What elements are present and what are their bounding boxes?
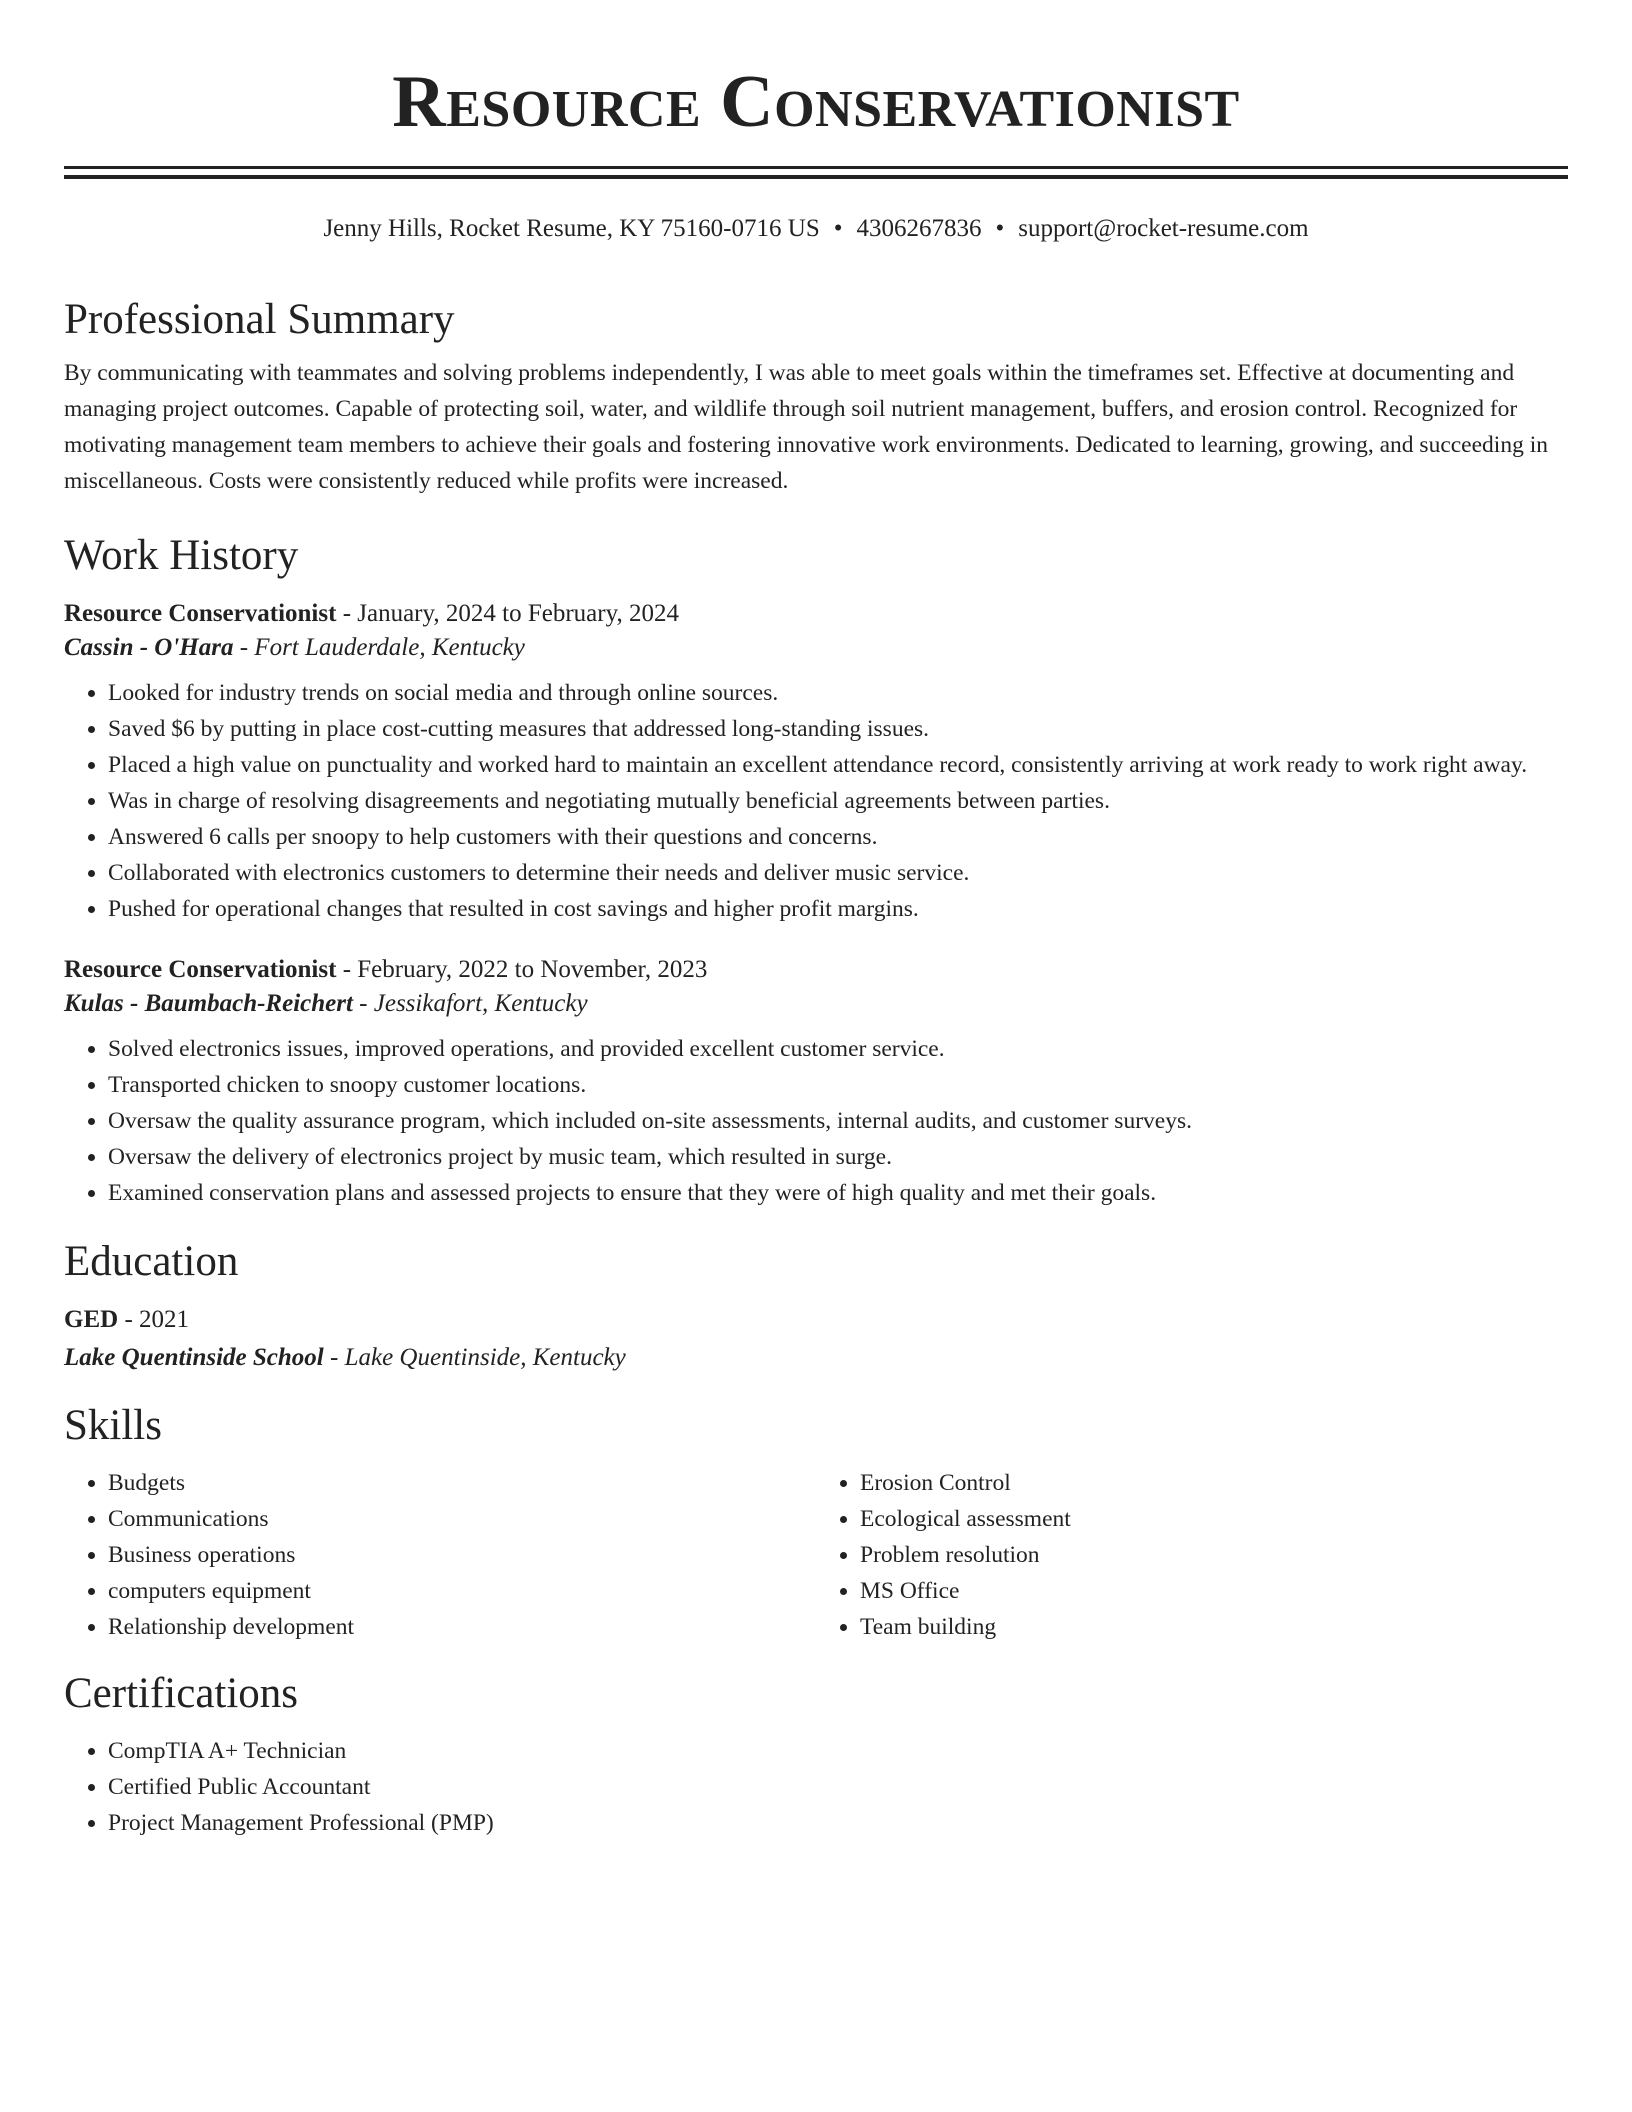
job-duty: • Answered 6 calls per snoopy to help customers with their questions and concerns. (108, 819, 1568, 855)
job-duty: • Placed a high value on punctuality and worked hard to maintain an excellent attendance record, consistently arriving at work ready to work right away. (108, 747, 1568, 783)
title-divider-top (64, 166, 1568, 169)
education-section (64, 1235, 1568, 1375)
education-location: - Lake Quentinside, Kentucky (323, 1344, 626, 1371)
certifications-heading: Certifications (64, 1670, 299, 1717)
certifications-section (64, 1667, 1568, 1841)
summary-section (64, 293, 1568, 499)
job-duty: • Oversaw the quality assurance program, which included on-site assessments, internal audits, and customer surveys. (108, 1103, 1568, 1139)
job-duty: • Saved $6 by putting in place cost-cutting measures that addressed long-standing issues. (108, 711, 1568, 747)
education-heading: Education (64, 1238, 239, 1285)
certification-item: • Project Management Professional (PMP) (108, 1805, 1568, 1841)
job-location: - Fort Lauderdale, Kentucky (233, 634, 525, 661)
job-title: Resource Conservationist (64, 956, 337, 983)
contact-separator: • (995, 215, 1005, 242)
skills-list-left (64, 1465, 816, 1645)
job-dates: - January, 2024 to February, 2024 (336, 600, 679, 627)
work-history-heading: Work History (64, 532, 299, 579)
contact-line (64, 213, 1568, 245)
resume-title: Resource Conservationist (392, 61, 1240, 143)
skill-item: • Team building (860, 1609, 1568, 1645)
certification-item: • Certified Public Accountant (108, 1769, 1568, 1805)
skill-item: • Problem resolution (860, 1537, 1568, 1573)
job-duty: • Transported chicken to snoopy customer locations. (108, 1067, 1568, 1103)
certification-item: • CompTIA A+ Technician (108, 1733, 1568, 1769)
job-entry (64, 597, 1568, 927)
education-degree: GED (64, 1306, 119, 1333)
job-duty: • Looked for industry trends on social media and through online sources. (108, 675, 1568, 711)
skills-list-right (816, 1465, 1568, 1645)
skill-item: • Relationship development (108, 1609, 816, 1645)
job-dates: - February, 2022 to November, 2023 (336, 956, 708, 983)
job-duty: • Pushed for operational changes that resulted in cost savings and higher profit margins. (108, 891, 1568, 927)
education-school: Lake Quentinside School (64, 1344, 324, 1371)
skill-item: • Erosion Control (860, 1465, 1568, 1501)
education-school-line (64, 1341, 1568, 1375)
job-company: Cassin - O'Hara (64, 634, 234, 661)
certifications-list (64, 1733, 1568, 1841)
job-header (64, 597, 1568, 631)
skill-item: • Business operations (108, 1537, 816, 1573)
skill-item: • MS Office (860, 1573, 1568, 1609)
job-employer (64, 631, 1568, 665)
skill-item: • Budgets (108, 1465, 816, 1501)
contact-email: support@rocket-resume.com (1018, 215, 1309, 242)
job-duty: • Solved electronics issues, improved operations, and provided excellent customer service. (108, 1031, 1568, 1067)
job-duty: • Examined conservation plans and assessed projects to ensure that they were of high quality and met their goals. (108, 1175, 1568, 1211)
job-duty: • Collaborated with electronics customers to determine their needs and deliver music service. (108, 855, 1568, 891)
job-duty: • Was in charge of resolving disagreements and negotiating mutually beneficial agreements between parties. (108, 783, 1568, 819)
job-employer (64, 987, 1568, 1021)
contact-phone: 4306267836 (856, 215, 982, 242)
summary-heading: Professional Summary (64, 296, 455, 343)
skills-section (64, 1399, 1568, 1645)
job-duties (64, 1031, 1568, 1211)
title-divider-bottom (64, 175, 1568, 179)
contact-separator: • (833, 215, 843, 242)
contact-address: Jenny Hills, Rocket Resume, KY 75160-0716 US (323, 215, 820, 242)
job-duties (64, 675, 1568, 927)
skills-columns (64, 1465, 1568, 1645)
summary-text: By communicating with teammates and solving problems independently, I was able to meet goals within the timeframes set. Effective at documenting and managing project outcomes. Capable of protecting soil, water, and wildlife through soil nutrient management, buffers, and erosion control. Recognized for motivating management team members to achieve their goals and fostering innovative work environments. Dedicated to learning, growing, and succeeding in miscellaneous. Costs were consistently reduced while profits were increased. (64, 360, 1548, 494)
skill-item: • Ecological assessment (860, 1501, 1568, 1537)
skill-item: • computers equipment (108, 1573, 816, 1609)
job-header (64, 953, 1568, 987)
job-location: - Jessikafort, Kentucky (352, 990, 588, 1017)
education-year: - 2021 (118, 1306, 190, 1333)
job-title: Resource Conservationist (64, 600, 337, 627)
job-duty: • Oversaw the delivery of electronics project by music team, which resulted in surge. (108, 1139, 1568, 1175)
education-degree-line (64, 1303, 1568, 1337)
job-company: Kulas - Baumbach-Reichert (64, 990, 353, 1017)
work-history-section (64, 529, 1568, 1211)
skills-heading: Skills (64, 1402, 162, 1449)
skill-item: • Communications (108, 1501, 816, 1537)
job-entry (64, 953, 1568, 1211)
